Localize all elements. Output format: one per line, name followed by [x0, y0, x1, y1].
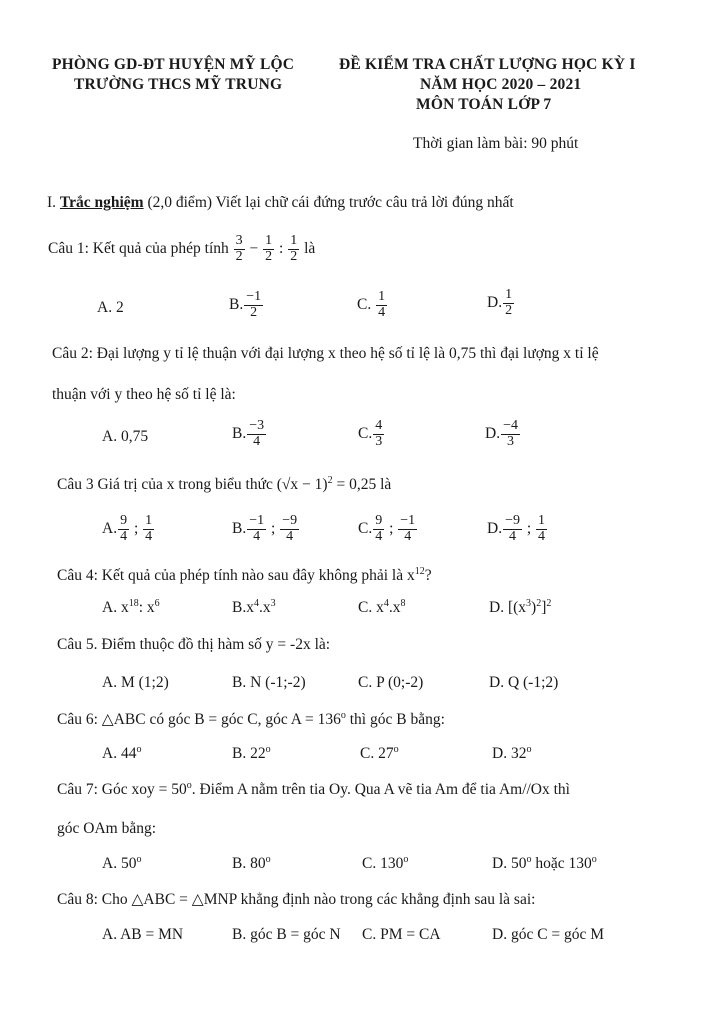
q1-stem: Câu 1: Kết quả của phép tính — [48, 239, 229, 257]
q5-option-c: C. P (0;-2) — [358, 674, 424, 691]
q3-option-d: D. $\frac{-9}{4}$ ; $\frac{1}{4}$ — [487, 513, 546, 544]
q2-option-b: B. $\frac{-3}{4}$ — [232, 418, 265, 449]
q8-option-c: C. PM = CA — [362, 926, 441, 943]
q7-option-a: A. 50$^o$ — [102, 854, 142, 873]
q2-stem-line1: Câu 2: Đại lượng y tỉ lệ thuận với đại lượng x theo hệ số tỉ lệ là 0,75 thì đại lượng x tỉ lệ — [52, 345, 599, 362]
q6-option-b: B. 22$^o$ — [232, 744, 271, 763]
q8-option-b: B. góc B = góc N — [232, 926, 341, 943]
q1-option-a: A. 2 — [97, 299, 124, 316]
question-4: Câu 4: Kết quả của phép tính nào sau đây không phải là $x^{12}$? — [57, 566, 432, 585]
q1-fraction-2: $\frac{1}{2}$ — [265, 233, 273, 264]
q1-option-c: C. $\frac{1}{4}$ — [357, 289, 386, 320]
q7-stem-line2: góc OAm bằng: — [57, 820, 157, 837]
q2-option-d: D. $\frac{-4}{3}$ — [485, 418, 518, 449]
question-6: Câu 6: △ABC có góc B = góc C, góc $A = 136^o$ thì góc B bằng: — [57, 710, 445, 729]
section-title: Trắc nghiệm — [59, 194, 144, 211]
section-instructions: (2,0 điểm) Viết lại chữ cái đứng trước câu trả lời đúng nhất — [143, 194, 514, 211]
question-1: Câu 1: Kết quả của phép tính $\frac{3}{2}$ − $\frac{1}{2}$ : $\frac{1}{2}$ là — [48, 233, 316, 264]
q8-option-a: A. AB = MN — [102, 926, 184, 943]
q1-option-d: D. $\frac{1}{2}$ — [487, 287, 513, 318]
q5-option-b: B. N (-1;-2) — [232, 674, 306, 691]
q5-option-a: A. M (1;2) — [102, 674, 169, 691]
q8-stem: Câu 8: Cho △ABC = △MNP khẳng định nào trong các khẳng định sau là sai: — [57, 891, 536, 908]
q4-option-a: A. $x^{18}$: $x^6$ — [102, 598, 160, 617]
q8-option-d: D. góc C = góc M — [492, 926, 605, 943]
question-7-line1: Câu 7: Góc xoy = $50^o$. Điểm A nằm trên tia Oy. Qua A vẽ tia Am để tia Am//Ox thì — [57, 780, 570, 799]
q3-option-b: B. $\frac{-1}{4}$ ; $\frac{-9}{4}$ — [232, 513, 298, 544]
q5-option-d: D. Q (-1;2) — [489, 674, 559, 691]
subject: MÔN TOÁN LỚP 7 — [416, 96, 552, 113]
q1-option-b: B. $\frac{-1}{2}$ — [229, 289, 262, 320]
q6-option-c: C. 27$^o$ — [360, 744, 399, 763]
q4-option-d: D. $[(x^3)^2]^2$ — [489, 598, 552, 617]
q1-fraction-3: $\frac{1}{2}$ — [290, 233, 298, 264]
school-name: TRƯỜNG THCS MỸ TRUNG — [74, 76, 283, 93]
exam-time: Thời gian làm bài: 90 phút — [413, 135, 579, 152]
question-3: Câu 3 Giá trị của x trong biểu thức $(√x - 1)^2 = 0,25$ là — [57, 475, 392, 494]
q5-stem: Câu 5. Điểm thuộc đồ thị hàm số y = -2x là: — [57, 636, 331, 653]
q2-option-a: A. 0,75 — [102, 428, 149, 445]
q4-option-c: C. $x^4.x^8$ — [358, 598, 406, 617]
q3-option-c: C. $\frac{9}{4}$ ; $\frac{-1}{4}$ — [358, 513, 416, 544]
q2-option-c: C. $\frac{4}{3}$ — [358, 418, 383, 449]
q4-option-b: $B.x^4.x^3$ — [232, 598, 276, 617]
q7-option-b: B. 80$^o$ — [232, 854, 271, 873]
section-heading — [47, 194, 514, 212]
exam-title: ĐỀ KIỂM TRA CHẤT LƯỢNG HỌC KỲ I — [339, 56, 636, 73]
q6-option-d: D. 32$^o$ — [492, 744, 532, 763]
section-prefix: I. — [47, 194, 60, 211]
q3-option-a: A. $\frac{9}{4}$ ; $\frac{1}{4}$ — [102, 513, 153, 544]
q7-option-c: C. 130$^o$ — [362, 854, 409, 873]
department-name: PHÒNG GD-ĐT HUYỆN MỸ LỘC — [52, 56, 295, 73]
q7-option-d: D. 50$^o$ hoặc 130$^o$ — [492, 854, 597, 873]
school-year: NĂM HỌC 2020 – 2021 — [420, 76, 582, 93]
q6-option-a: A. 44$^o$ — [102, 744, 142, 763]
q2-stem-line2: thuận với y theo hệ số tỉ lệ là: — [52, 386, 236, 403]
q1-fraction-1: $\frac{3}{2}$ — [235, 233, 243, 264]
